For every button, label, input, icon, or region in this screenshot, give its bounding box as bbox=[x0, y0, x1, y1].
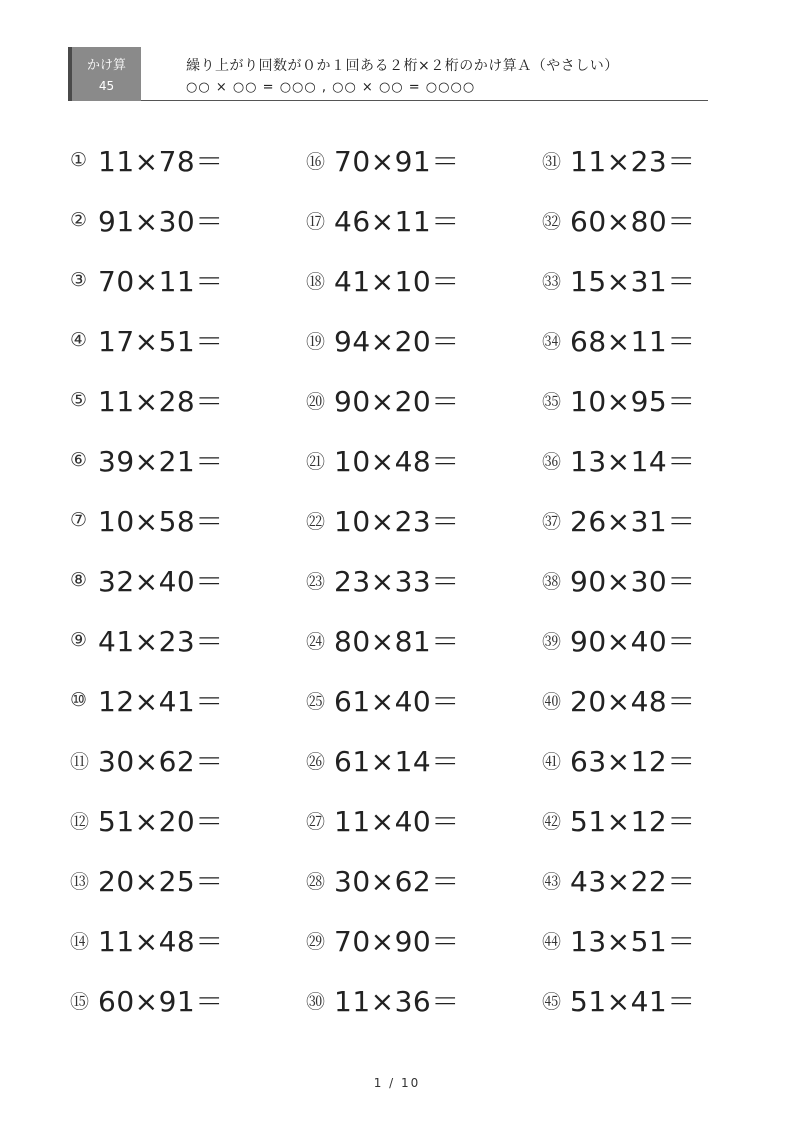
problem-item bbox=[70, 970, 290, 1030]
problem-expression: 11×40＝ bbox=[334, 805, 460, 838]
problem-item bbox=[70, 430, 290, 490]
problem-expression: 43×22＝ bbox=[570, 865, 696, 898]
problem-number: ㊸ bbox=[542, 870, 562, 893]
problem-expression: 70×90＝ bbox=[334, 925, 460, 958]
problem-item bbox=[70, 910, 290, 970]
problem-expression: 17×51＝ bbox=[98, 325, 224, 358]
worksheet-header bbox=[68, 47, 708, 101]
problem-expression: 91×30＝ bbox=[98, 205, 224, 238]
problem-item bbox=[542, 910, 762, 970]
problem-item bbox=[70, 550, 290, 610]
badge-label: かけ算 bbox=[86, 58, 126, 73]
problem-item bbox=[542, 490, 762, 550]
problem-expression: 61×40＝ bbox=[334, 685, 460, 718]
problem-number: ⑳ bbox=[306, 390, 326, 413]
problem-number: ㊳ bbox=[542, 570, 562, 593]
problem-item bbox=[70, 190, 290, 250]
problem-expression: 80×81＝ bbox=[334, 625, 460, 658]
problem-expression: 11×36＝ bbox=[334, 985, 460, 1018]
problem-number: ㉗ bbox=[306, 810, 326, 833]
problem-number: ⑦ bbox=[70, 509, 88, 531]
problem-number: ⑲ bbox=[306, 330, 326, 353]
problem-number: ㊶ bbox=[542, 750, 562, 773]
problem-item bbox=[542, 970, 762, 1030]
problem-number: ㊲ bbox=[542, 510, 562, 533]
problem-expression: 46×11＝ bbox=[334, 205, 460, 238]
problem-expression: 20×48＝ bbox=[570, 685, 696, 718]
problem-item bbox=[70, 130, 290, 190]
problem-number: ㊴ bbox=[542, 630, 562, 653]
problem-item bbox=[70, 490, 290, 550]
problem-number: ㉜ bbox=[542, 210, 562, 233]
problem-number: ㉝ bbox=[542, 270, 562, 293]
problem-number: ⑪ bbox=[70, 750, 90, 773]
problem-item bbox=[542, 130, 762, 190]
problem-item bbox=[542, 310, 762, 370]
problem-expression: 60×80＝ bbox=[570, 205, 696, 238]
problem-expression: 90×20＝ bbox=[334, 385, 460, 418]
problem-expression: 15×31＝ bbox=[570, 265, 696, 298]
problem-expression: 63×12＝ bbox=[570, 745, 696, 778]
problem-grid bbox=[70, 130, 710, 1030]
problem-item bbox=[542, 730, 762, 790]
problem-expression: 10×23＝ bbox=[334, 505, 460, 538]
problem-item bbox=[70, 610, 290, 670]
problem-number: ② bbox=[70, 209, 88, 231]
problem-expression: 39×21＝ bbox=[98, 445, 224, 478]
problem-item bbox=[306, 730, 526, 790]
problem-expression: 13×14＝ bbox=[570, 445, 696, 478]
problem-item bbox=[542, 850, 762, 910]
page-number: 1 / 10 bbox=[373, 1076, 421, 1090]
problem-expression: 11×23＝ bbox=[570, 145, 696, 178]
problem-number: ㉒ bbox=[306, 510, 326, 533]
problem-number: ③ bbox=[70, 269, 88, 291]
problem-item bbox=[70, 790, 290, 850]
problem-item bbox=[542, 610, 762, 670]
problem-expression: 10×48＝ bbox=[334, 445, 460, 478]
problem-expression: 10×95＝ bbox=[570, 385, 696, 418]
problem-item bbox=[306, 790, 526, 850]
problem-number: ① bbox=[70, 149, 88, 171]
problem-number: ⑧ bbox=[70, 569, 88, 591]
problem-item bbox=[306, 130, 526, 190]
problem-number: ㉑ bbox=[306, 450, 326, 473]
problem-number: ⑬ bbox=[70, 870, 90, 893]
problem-expression: 70×91＝ bbox=[334, 145, 460, 178]
problem-expression: 11×78＝ bbox=[98, 145, 224, 178]
problem-number: ⑨ bbox=[70, 629, 88, 651]
problem-item bbox=[70, 370, 290, 430]
problem-number: ㊵ bbox=[542, 690, 562, 713]
problem-number: ㊷ bbox=[542, 810, 562, 833]
problem-number: ⑫ bbox=[70, 810, 90, 833]
problem-number: ㉓ bbox=[306, 570, 326, 593]
problem-number: ⑰ bbox=[306, 210, 326, 233]
worksheet-subtitle: ○○ × ○○ = ○○○ , ○○ × ○○ = ○○○○ bbox=[186, 80, 476, 95]
problem-number: ㉛ bbox=[542, 150, 562, 173]
problem-item bbox=[306, 310, 526, 370]
problem-item bbox=[70, 730, 290, 790]
problem-number: ㉕ bbox=[306, 690, 326, 713]
problem-expression: 23×33＝ bbox=[334, 565, 460, 598]
problem-expression: 94×20＝ bbox=[334, 325, 460, 358]
problem-expression: 11×48＝ bbox=[98, 925, 224, 958]
problem-item bbox=[306, 910, 526, 970]
problem-expression: 10×58＝ bbox=[98, 505, 224, 538]
problem-expression: 32×40＝ bbox=[98, 565, 224, 598]
problem-item bbox=[542, 250, 762, 310]
problem-item bbox=[542, 790, 762, 850]
problem-number: ⑮ bbox=[70, 990, 90, 1013]
problem-number: ⑱ bbox=[306, 270, 326, 293]
problem-expression: 13×51＝ bbox=[570, 925, 696, 958]
problem-number: ㉟ bbox=[542, 390, 562, 413]
problem-expression: 11×28＝ bbox=[98, 385, 224, 418]
problem-number: ㉘ bbox=[306, 870, 326, 893]
problem-item bbox=[306, 370, 526, 430]
problem-expression: 26×31＝ bbox=[570, 505, 696, 538]
problem-number: ㉚ bbox=[306, 990, 326, 1013]
problem-number: ㉔ bbox=[306, 630, 326, 653]
header-divider bbox=[141, 100, 708, 101]
problem-item bbox=[542, 670, 762, 730]
problem-expression: 30×62＝ bbox=[98, 745, 224, 778]
problem-item bbox=[70, 310, 290, 370]
problem-expression: 51×12＝ bbox=[570, 805, 696, 838]
problem-number: ④ bbox=[70, 329, 88, 351]
worksheet-badge bbox=[68, 47, 141, 101]
problem-item bbox=[542, 430, 762, 490]
problem-expression: 51×41＝ bbox=[570, 985, 696, 1018]
problem-expression: 90×30＝ bbox=[570, 565, 696, 598]
problem-expression: 68×11＝ bbox=[570, 325, 696, 358]
problem-item bbox=[542, 550, 762, 610]
problem-number: ㊺ bbox=[542, 990, 562, 1013]
problem-number: ㉙ bbox=[306, 930, 326, 953]
problem-item bbox=[306, 490, 526, 550]
badge-number: 45 bbox=[98, 79, 115, 93]
problem-number: ⑤ bbox=[70, 389, 88, 411]
problem-number: ⑩ bbox=[70, 689, 88, 711]
problem-number: ⑭ bbox=[70, 930, 90, 953]
problem-expression: 90×40＝ bbox=[570, 625, 696, 658]
problem-item bbox=[542, 370, 762, 430]
problem-number: ⑯ bbox=[306, 150, 326, 173]
problem-number: ㊱ bbox=[542, 450, 562, 473]
problem-item bbox=[70, 850, 290, 910]
problem-number: ㉖ bbox=[306, 750, 326, 773]
problem-number: ㉞ bbox=[542, 330, 562, 353]
problem-item bbox=[306, 250, 526, 310]
problem-expression: 30×62＝ bbox=[334, 865, 460, 898]
problem-item bbox=[306, 190, 526, 250]
problem-expression: 20×25＝ bbox=[98, 865, 224, 898]
problem-item bbox=[306, 550, 526, 610]
problem-expression: 51×20＝ bbox=[98, 805, 224, 838]
problem-expression: 12×41＝ bbox=[98, 685, 224, 718]
problem-item bbox=[306, 610, 526, 670]
problem-expression: 61×14＝ bbox=[334, 745, 460, 778]
problem-expression: 60×91＝ bbox=[98, 985, 224, 1018]
problem-expression: 41×10＝ bbox=[334, 265, 460, 298]
worksheet-title: 繰り上がり回数が０か１回ある２桁×２桁のかけ算Ａ（やさしい） bbox=[186, 58, 619, 74]
problem-item bbox=[542, 190, 762, 250]
problem-item bbox=[306, 670, 526, 730]
problem-expression: 41×23＝ bbox=[98, 625, 224, 658]
problem-item bbox=[306, 430, 526, 490]
problem-item bbox=[70, 250, 290, 310]
problem-item bbox=[306, 970, 526, 1030]
problem-item bbox=[306, 850, 526, 910]
problem-number: ⑥ bbox=[70, 449, 88, 471]
problem-expression: 70×11＝ bbox=[98, 265, 224, 298]
problem-item bbox=[70, 670, 290, 730]
problem-number: ㊹ bbox=[542, 930, 562, 953]
